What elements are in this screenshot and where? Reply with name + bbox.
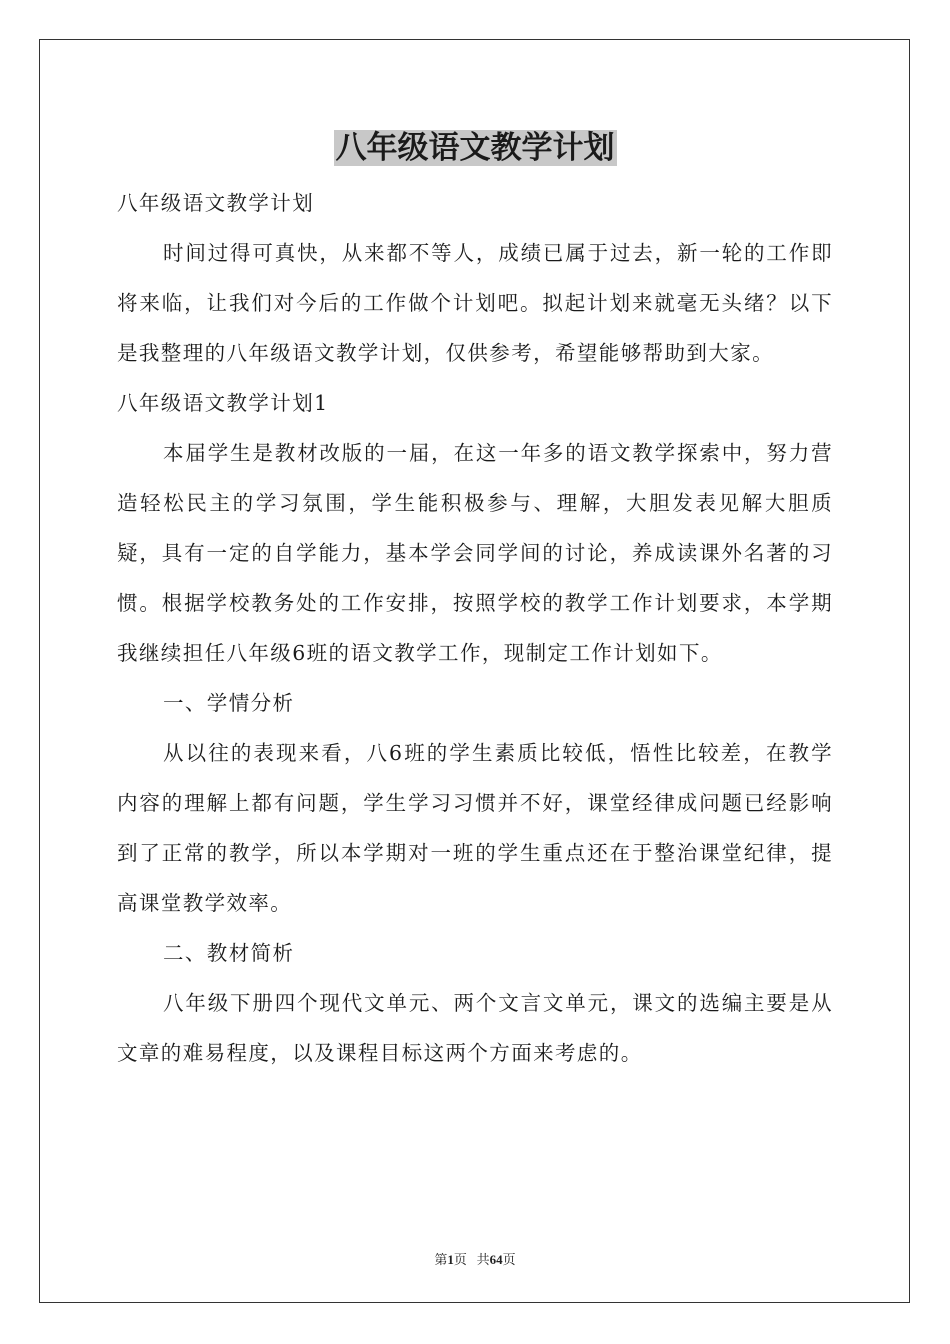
plan-heading: 八年级语文教学计划1 xyxy=(117,391,329,415)
textbook-analysis-paragraph: 八年级下册四个现代文单元、两个文言文单元，课文的选编主要是从文章的难易程度，以及课程目标这两个方面来考虑的。 xyxy=(117,991,833,1065)
intro-paragraph: 时间过得可真快，从来都不等人，成绩已属于过去，新一轮的工作即将来临，让我们对今后的工作做个计划吧。拟起计划来就毫无头绪？以下是我整理的八年级语文教学计划，仅供参考，希望能够帮助到大家。 xyxy=(117,241,833,365)
document-title xyxy=(0,126,950,170)
page-suffix: 页 xyxy=(453,1252,467,1267)
document-body xyxy=(117,178,833,1078)
section-heading-textbook-analysis: 二、教材简析 xyxy=(163,941,295,965)
document-subtitle: 八年级语文教学计划 xyxy=(117,191,315,215)
section-heading-student-analysis: 一、学情分析 xyxy=(163,691,295,715)
page-footer xyxy=(0,1249,950,1268)
document-title-text: 八年级语文教学计划 xyxy=(335,130,615,166)
page-prefix: 第 xyxy=(434,1252,448,1267)
total-prefix: 共 xyxy=(476,1252,490,1267)
background-paragraph: 本届学生是教材改版的一届，在这一年多的语文教学探索中，努力营造轻松民主的学习氛围，学生能积极参与、理解，大胆发表见解大胆质疑，具有一定的自学能力，基本学会同学间的讨论，养成读课外名著的习惯。根据学校教务处的工作安排，按照学校的教学工作计划要求，本学期我继续担任八年级6班的语文教学工作，现制定工作计划如下。 xyxy=(117,441,833,665)
page-number: 1 xyxy=(447,1252,454,1267)
total-pages: 64 xyxy=(489,1252,503,1267)
student-analysis-paragraph: 从以往的表现来看，八6班的学生素质比较低，悟性比较差，在教学内容的理解上都有问题，学生学习习惯并不好，课堂经律成问题已经影响到了正常的教学，所以本学期对一班的学生重点还在于整治课堂纪律，提高课堂教学效率。 xyxy=(117,741,833,915)
total-suffix: 页 xyxy=(502,1252,516,1267)
